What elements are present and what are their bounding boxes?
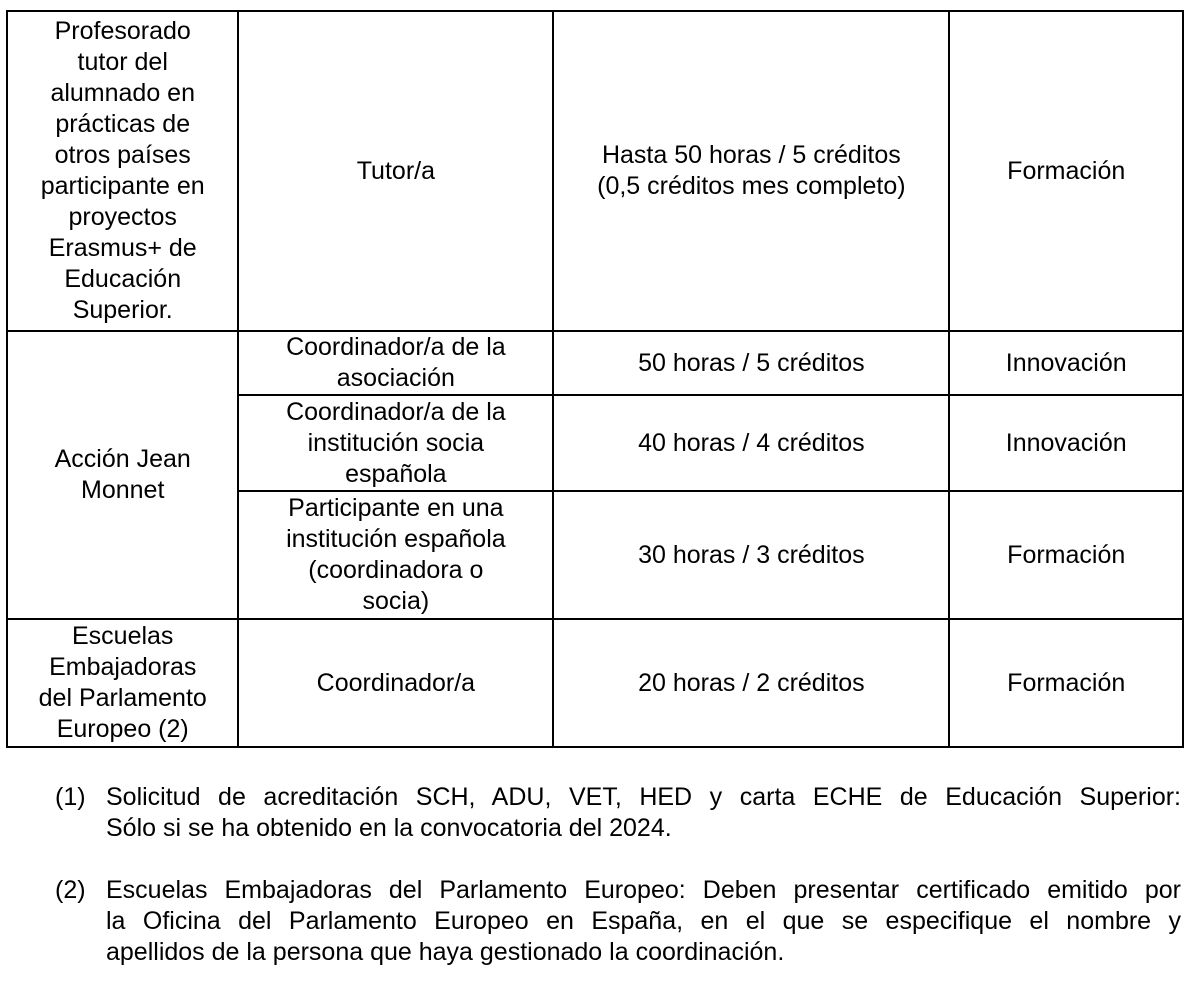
footnote-marker: (1) xyxy=(55,783,86,811)
hours-cell: 40 horas / 4 créditos xyxy=(553,395,949,491)
footnotes xyxy=(55,782,1181,999)
table-row xyxy=(7,331,1183,395)
table-row xyxy=(7,11,1183,331)
type-cell: Formación xyxy=(949,619,1183,747)
type-cell: Innovación xyxy=(949,331,1183,395)
recognition-table xyxy=(6,10,1184,748)
role-cell: Coordinador/a xyxy=(238,619,553,747)
role-cell: Tutor/a xyxy=(238,11,553,331)
type-cell: Formación xyxy=(949,491,1183,619)
group-cell: Acción Jean Monnet xyxy=(7,331,238,619)
group-cell: Profesorado tutor del alumnado en prácticas de otros países participante en proyectos Erasmus+ de Educación Superior. xyxy=(7,11,238,331)
hours-cell: Hasta 50 horas / 5 créditos (0,5 créditos mes completo) xyxy=(553,11,949,331)
footnote-2 xyxy=(55,875,1181,968)
footnote-marker: (2) xyxy=(55,876,86,904)
hours-cell: 50 horas / 5 créditos xyxy=(553,331,949,395)
role-cell: Participante en una institución española (coordinadora o socia) xyxy=(238,491,553,619)
hours-cell: 20 horas / 2 créditos xyxy=(553,619,949,747)
role-cell: Coordinador/a de la asociación xyxy=(238,331,553,395)
footnote-text: Solicitud de acreditación SCH, ADU, VET, HED y carta ECHE de Educación Superior: Sólo si se ha obtenido en la convocatoria del 2024. xyxy=(106,783,1181,842)
group-cell: Escuelas Embajadoras del Parlamento Europeo (2) xyxy=(7,619,238,747)
type-cell: Innovación xyxy=(949,395,1183,491)
role-cell: Coordinador/a de la institución socia española xyxy=(238,395,553,491)
hours-cell: 30 horas / 3 créditos xyxy=(553,491,949,619)
footnote-text: Escuelas Embajadoras del Parlamento Europeo: Deben presentar certificado emitido por la Oficina del Parlamento Europeo en España, en el que se especifique el nombre y apellidos de la persona que haya gestionado la coordinación. xyxy=(106,876,1181,966)
type-cell: Formación xyxy=(949,11,1183,331)
table-row xyxy=(7,619,1183,747)
footnote-1 xyxy=(55,782,1181,844)
